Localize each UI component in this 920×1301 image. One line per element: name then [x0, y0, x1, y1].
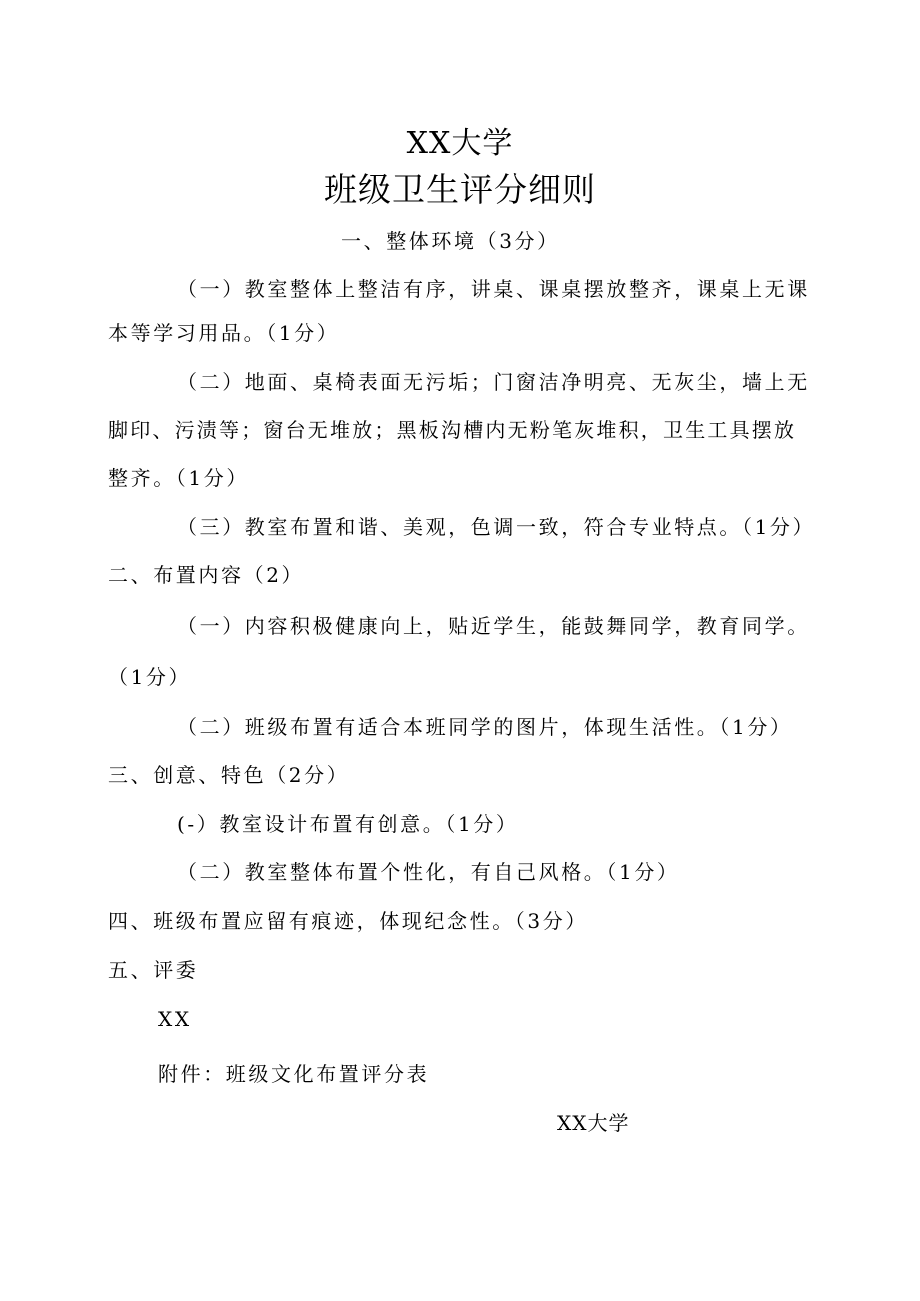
- section-2-item-2: （二）班级布置有适合本班同学的图片，体现生活性。（1分）: [177, 715, 793, 739]
- section-2-item-1-line-2: （1分）: [108, 665, 192, 689]
- section-4-heading: 四、班级布置应留有痕迹，体现纪念性。（3分）: [108, 909, 588, 933]
- section-3-item-2: （二）教室整体布置个性化，有自己风格。（1分）: [177, 860, 680, 884]
- school-title: XX大学: [406, 126, 514, 161]
- section-1-item-2-line-2: 脚印、污渍等；窗台无堆放；黑板沟槽内无粉笔灰堆积，卫生工具摆放: [108, 418, 797, 442]
- section-2-heading: 二、布置内容（2）: [108, 563, 305, 587]
- section-1-item-1-line-2: 本等学习用品。（1分）: [108, 321, 340, 345]
- signature: XX大学: [557, 1111, 630, 1135]
- section-1-item-2-line-1: （二）地面、桌椅表面无污垢；门窗洁净明亮、无灰尘，墙上无: [177, 370, 810, 394]
- section-3-item-1: (-）教室设计布置有创意。（1分）: [177, 812, 519, 836]
- document-title: 班级卫生评分细则: [324, 170, 596, 209]
- section-1-item-1-line-1: （一）教室整体上整洁有序，讲桌、课桌摆放整齐，课桌上无课: [177, 277, 810, 301]
- section-1-heading: 一、整体环境（3分）: [341, 229, 560, 253]
- section-1-item-3: （三）教室布置和谐、美观，色调一致，符合专业特点。（1分）: [177, 515, 816, 539]
- section-3-heading: 三、创意、特色（2分）: [108, 763, 350, 787]
- section-5-heading: 五、评委: [108, 958, 199, 982]
- attachment-line: 附件：班级文化布置评分表: [158, 1062, 430, 1086]
- judge-name: XX: [158, 1007, 192, 1031]
- section-1-item-2-line-3: 整齐。（1分）: [108, 466, 249, 490]
- section-2-item-1-line-1: （一）内容积极健康向上，贴近学生，能鼓舞同学，教育同学。: [177, 614, 810, 638]
